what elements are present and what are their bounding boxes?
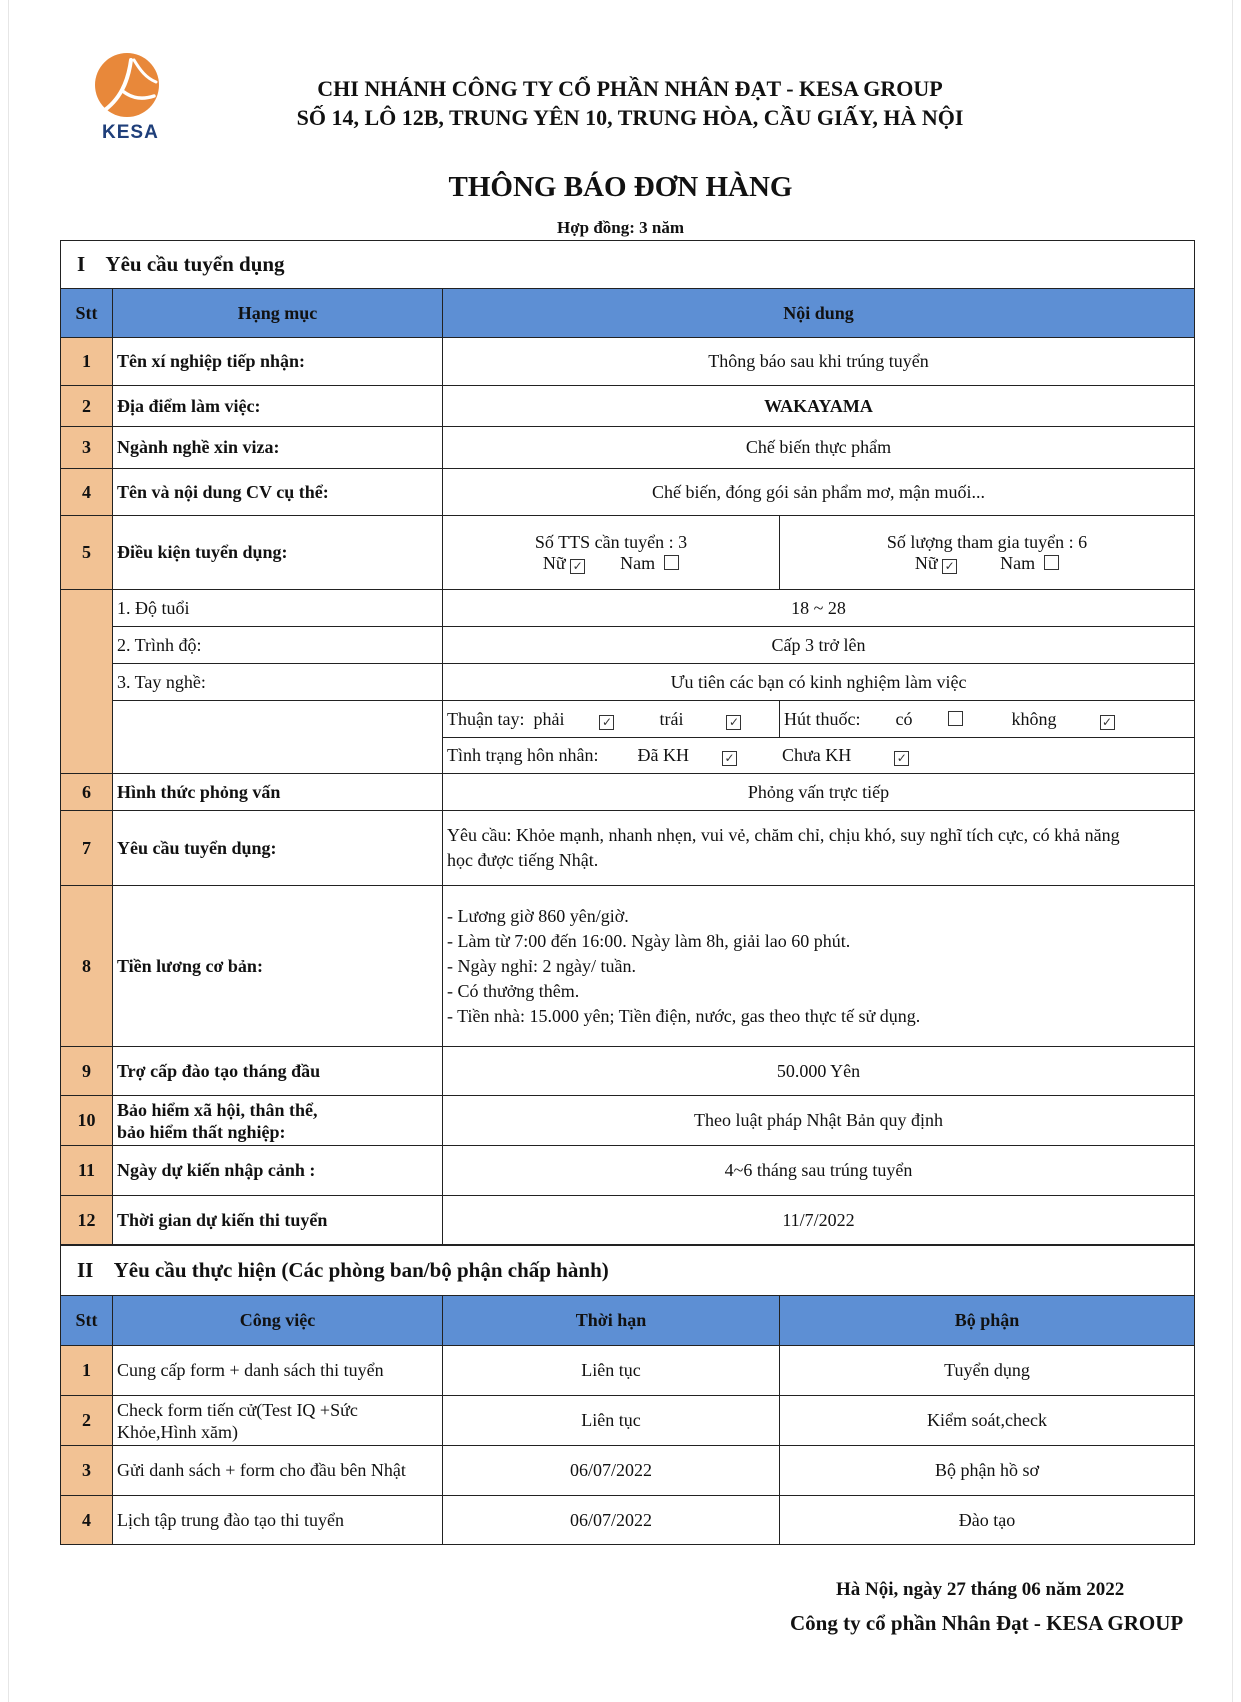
table-row bbox=[61, 811, 1195, 886]
task: Cung cấp form + danh sách thi tuyển bbox=[113, 1346, 443, 1396]
document-title: THÔNG BÁO ĐƠN HÀNG bbox=[448, 171, 793, 203]
table-row bbox=[61, 1496, 1195, 1545]
married-checkbox-checked[interactable]: ✓ bbox=[722, 751, 737, 766]
table-row bbox=[61, 1396, 1195, 1446]
row-label: Điều kiện tuyển dụng: bbox=[113, 516, 443, 590]
row-label: Tên và nội dung CV cụ thể: bbox=[113, 469, 443, 516]
row-value: 50.000 Yên bbox=[443, 1047, 1195, 1096]
education-row bbox=[61, 627, 1195, 664]
salary-line: - Có thưởng thêm. bbox=[447, 980, 580, 1001]
department: Kiểm soát,check bbox=[780, 1396, 1195, 1446]
right-hand-checkbox-checked[interactable]: ✓ bbox=[599, 715, 614, 730]
smoking-no-label: không bbox=[1011, 708, 1057, 729]
department: Tuyển dụng bbox=[780, 1346, 1195, 1396]
row-number: 11 bbox=[61, 1146, 113, 1196]
row-label: Ngành nghề xin viza: bbox=[113, 427, 443, 469]
single-checkbox-checked[interactable]: ✓ bbox=[894, 751, 909, 766]
male-checkbox[interactable] bbox=[1044, 555, 1059, 570]
married-label: Đã KH bbox=[637, 745, 689, 765]
section-1-roman: I bbox=[77, 252, 86, 276]
recruitment-conditions-row bbox=[61, 516, 1195, 590]
table-row bbox=[61, 886, 1195, 1047]
hand-smoke-row bbox=[61, 701, 1195, 738]
table-row bbox=[61, 427, 1195, 469]
female-label: Nữ bbox=[542, 552, 566, 573]
task-line: Check form tiến cử(Test IQ +Sức bbox=[117, 1399, 358, 1420]
table-row bbox=[61, 1346, 1195, 1396]
table-row bbox=[61, 774, 1195, 811]
left-hand-checkbox-checked[interactable]: ✓ bbox=[726, 715, 741, 730]
signature-company: Công ty cổ phần Nhân Đạt - KESA GROUP bbox=[790, 1611, 1184, 1635]
row-number: 4 bbox=[61, 1496, 113, 1545]
handedness-label: Thuận tay: bbox=[447, 708, 525, 729]
row-label-line: Bảo hiểm xã hội, thân thể, bbox=[117, 1099, 318, 1120]
company-header bbox=[230, 74, 1030, 132]
row-number: 9 bbox=[61, 1047, 113, 1096]
col-category-header: Hạng mục bbox=[113, 289, 443, 338]
salary-details bbox=[443, 886, 1195, 1047]
col-stt-header: Stt bbox=[61, 1296, 113, 1346]
male-checkbox[interactable] bbox=[664, 555, 679, 570]
task bbox=[113, 1396, 443, 1446]
trainees-needed: Số TTS cần tuyển : 3 bbox=[534, 531, 688, 552]
female-label: Nữ bbox=[914, 552, 938, 573]
deadline: 06/07/2022 bbox=[443, 1446, 780, 1496]
table-row bbox=[61, 469, 1195, 516]
company-address: SỐ 14, LÔ 12B, TRUNG YÊN 10, TRUNG HÒA, CẦU GIẤY, HÀ NỘI bbox=[296, 105, 964, 130]
smoking-cell bbox=[780, 701, 1195, 738]
row-number: 6 bbox=[61, 774, 113, 811]
col-stt-header: Stt bbox=[61, 289, 113, 338]
smoking-label: Hút thuốc: bbox=[784, 708, 861, 729]
row-value: Phỏng vấn trực tiếp bbox=[443, 774, 1195, 811]
section-2-heading: Yêu cầu thực hiện (Các phòng ban/bộ phận chấp hành) bbox=[113, 1258, 609, 1282]
table-row bbox=[61, 386, 1195, 427]
table-row bbox=[61, 1446, 1195, 1496]
conditions-stt-cell bbox=[61, 590, 113, 774]
requirements-line: học được tiếng Nhật. bbox=[447, 850, 599, 870]
row-value: 4~6 tháng sau trúng tuyển bbox=[443, 1146, 1195, 1196]
salary-line: - Làm từ 7:00 đến 16:00. Ngày làm 8h, giải lao 60 phút. bbox=[447, 930, 851, 951]
smoking-yes-checkbox[interactable] bbox=[948, 711, 963, 726]
row-label: Hình thức phỏng vấn bbox=[113, 774, 443, 811]
row-number: 12 bbox=[61, 1196, 113, 1245]
participants-cell bbox=[780, 516, 1195, 590]
row-number: 2 bbox=[61, 386, 113, 427]
participants-count: Số lượng tham gia tuyển : 6 bbox=[886, 531, 1088, 552]
contract-term: Hợp đồng: 3 năm bbox=[556, 218, 685, 237]
col-task-header: Công việc bbox=[113, 1296, 443, 1346]
requirements-line: Yêu cầu: Khỏe mạnh, nhanh nhẹn, vui vẻ, chăm chỉ, chịu khó, suy nghĩ tích cực, có khả năng bbox=[447, 825, 1120, 845]
row-label: Địa điểm làm việc: bbox=[113, 386, 443, 427]
signature-date: Hà Nội, ngày 27 tháng 06 năm 2022 bbox=[836, 1579, 1125, 1600]
row-number: 1 bbox=[61, 338, 113, 386]
section-header-row bbox=[61, 241, 1195, 289]
row-value: Chế biến thực phẩm bbox=[443, 427, 1195, 469]
department: Bộ phận hồ sơ bbox=[780, 1446, 1195, 1496]
deadline: Liên tục bbox=[443, 1396, 780, 1446]
table-row bbox=[61, 1196, 1195, 1245]
row-value: Thông báo sau khi trúng tuyển bbox=[443, 338, 1195, 386]
col-department-header: Bộ phận bbox=[780, 1296, 1195, 1346]
deadline: 06/07/2022 bbox=[443, 1496, 780, 1545]
logo-text: KESA bbox=[102, 122, 159, 143]
age-row bbox=[61, 590, 1195, 627]
marital-status-label: Tình trạng hôn nhân: bbox=[447, 745, 599, 765]
row-label: Tên xí nghiệp tiếp nhận: bbox=[113, 338, 443, 386]
row-number: 3 bbox=[61, 427, 113, 469]
salary-line: - Lương giờ 860 yên/giờ. bbox=[447, 905, 629, 926]
table-header-row bbox=[61, 289, 1195, 338]
skill-label: 3. Tay nghề: bbox=[113, 664, 443, 701]
smoking-yes-label: có bbox=[895, 708, 913, 729]
row-value: WAKAYAMA bbox=[443, 386, 1195, 427]
row-number: 8 bbox=[61, 886, 113, 1047]
section-1-title bbox=[61, 241, 1195, 289]
row-number: 10 bbox=[61, 1096, 113, 1146]
left-hand-label: trái bbox=[659, 708, 684, 729]
skill-row bbox=[61, 664, 1195, 701]
row-value: 11/7/2022 bbox=[443, 1196, 1195, 1245]
skill-value: Ưu tiên các bạn có kinh nghiệm làm việc bbox=[443, 664, 1195, 701]
kesa-logo-mark bbox=[84, 52, 174, 124]
row-label: Ngày dự kiến nhập cảnh : bbox=[113, 1146, 443, 1196]
right-hand-label: phải bbox=[533, 708, 565, 729]
company-name: CHI NHÁNH CÔNG TY CỔ PHẦN NHÂN ĐẠT - KESA GROUP bbox=[317, 76, 943, 101]
row-number: 3 bbox=[61, 1446, 113, 1496]
row-label: Tiền lương cơ bản: bbox=[113, 886, 443, 1047]
row-label: Thời gian dự kiến thi tuyển bbox=[113, 1196, 443, 1245]
male-label: Nam bbox=[1000, 552, 1036, 573]
marital-row bbox=[61, 738, 1195, 774]
row-value: Chế biến, đóng gói sản phẩm mơ, mận muối... bbox=[443, 469, 1195, 516]
requirements-text bbox=[443, 811, 1195, 886]
table-row bbox=[61, 1047, 1195, 1096]
row-value: Theo luật pháp Nhật Bản quy định bbox=[443, 1096, 1195, 1146]
col-content-header: Nội dung bbox=[443, 289, 1195, 338]
row-number: 5 bbox=[61, 516, 113, 590]
row-number: 2 bbox=[61, 1396, 113, 1446]
section-2-title bbox=[61, 1246, 1195, 1296]
row-number: 1 bbox=[61, 1346, 113, 1396]
table-row bbox=[61, 338, 1195, 386]
marital-status-cell bbox=[443, 738, 1195, 774]
single-label: Chưa KH bbox=[781, 745, 852, 765]
salary-line: - Tiền nhà: 15.000 yên; Tiền điện, nước, gas theo thực tế sử dụng. bbox=[447, 1005, 921, 1026]
male-label: Nam bbox=[620, 552, 656, 573]
table-row bbox=[61, 1146, 1195, 1196]
row-number: 4 bbox=[61, 469, 113, 516]
row-label-line: bảo hiểm thất nghiệp: bbox=[117, 1121, 286, 1142]
age-value: 18 ~ 28 bbox=[443, 590, 1195, 627]
age-label: 1. Độ tuổi bbox=[113, 590, 443, 627]
deadline: Liên tục bbox=[443, 1346, 780, 1396]
row-label bbox=[113, 1096, 443, 1146]
education-label: 2. Trình độ: bbox=[113, 627, 443, 664]
trainees-needed-cell bbox=[443, 516, 780, 590]
female-checkbox-checked[interactable]: ✓ bbox=[942, 559, 957, 574]
salary-line: - Ngày nghỉ: 2 ngày/ tuần. bbox=[447, 955, 636, 976]
table-header-row bbox=[61, 1296, 1195, 1346]
task: Lịch tập trung đào tạo thi tuyển bbox=[113, 1496, 443, 1545]
row-number: 7 bbox=[61, 811, 113, 886]
handedness-cell bbox=[443, 701, 780, 738]
task-line: Khỏe,Hình xăm) bbox=[117, 1421, 238, 1442]
female-checkbox-checked[interactable]: ✓ bbox=[570, 559, 585, 574]
kesa-logo bbox=[84, 52, 174, 152]
row-label: Yêu cầu tuyển dụng: bbox=[113, 811, 443, 886]
recruitment-requirements-table bbox=[60, 240, 1195, 1245]
empty-label-cell bbox=[113, 738, 443, 774]
smoking-no-checkbox-checked[interactable]: ✓ bbox=[1100, 715, 1115, 730]
col-deadline-header: Thời hạn bbox=[443, 1296, 780, 1346]
table-row bbox=[61, 1096, 1195, 1146]
education-value: Cấp 3 trở lên bbox=[443, 627, 1195, 664]
section-1-heading: Yêu cầu tuyển dụng bbox=[105, 252, 285, 276]
task: Gửi danh sách + form cho đầu bên Nhật bbox=[113, 1446, 443, 1496]
department: Đào tạo bbox=[780, 1496, 1195, 1545]
section-2-roman: II bbox=[77, 1258, 94, 1282]
section-header-row bbox=[61, 1246, 1195, 1296]
implementation-table bbox=[60, 1245, 1195, 1545]
row-label: Trợ cấp đào tạo tháng đầu bbox=[113, 1047, 443, 1096]
empty-label-cell bbox=[113, 701, 443, 738]
